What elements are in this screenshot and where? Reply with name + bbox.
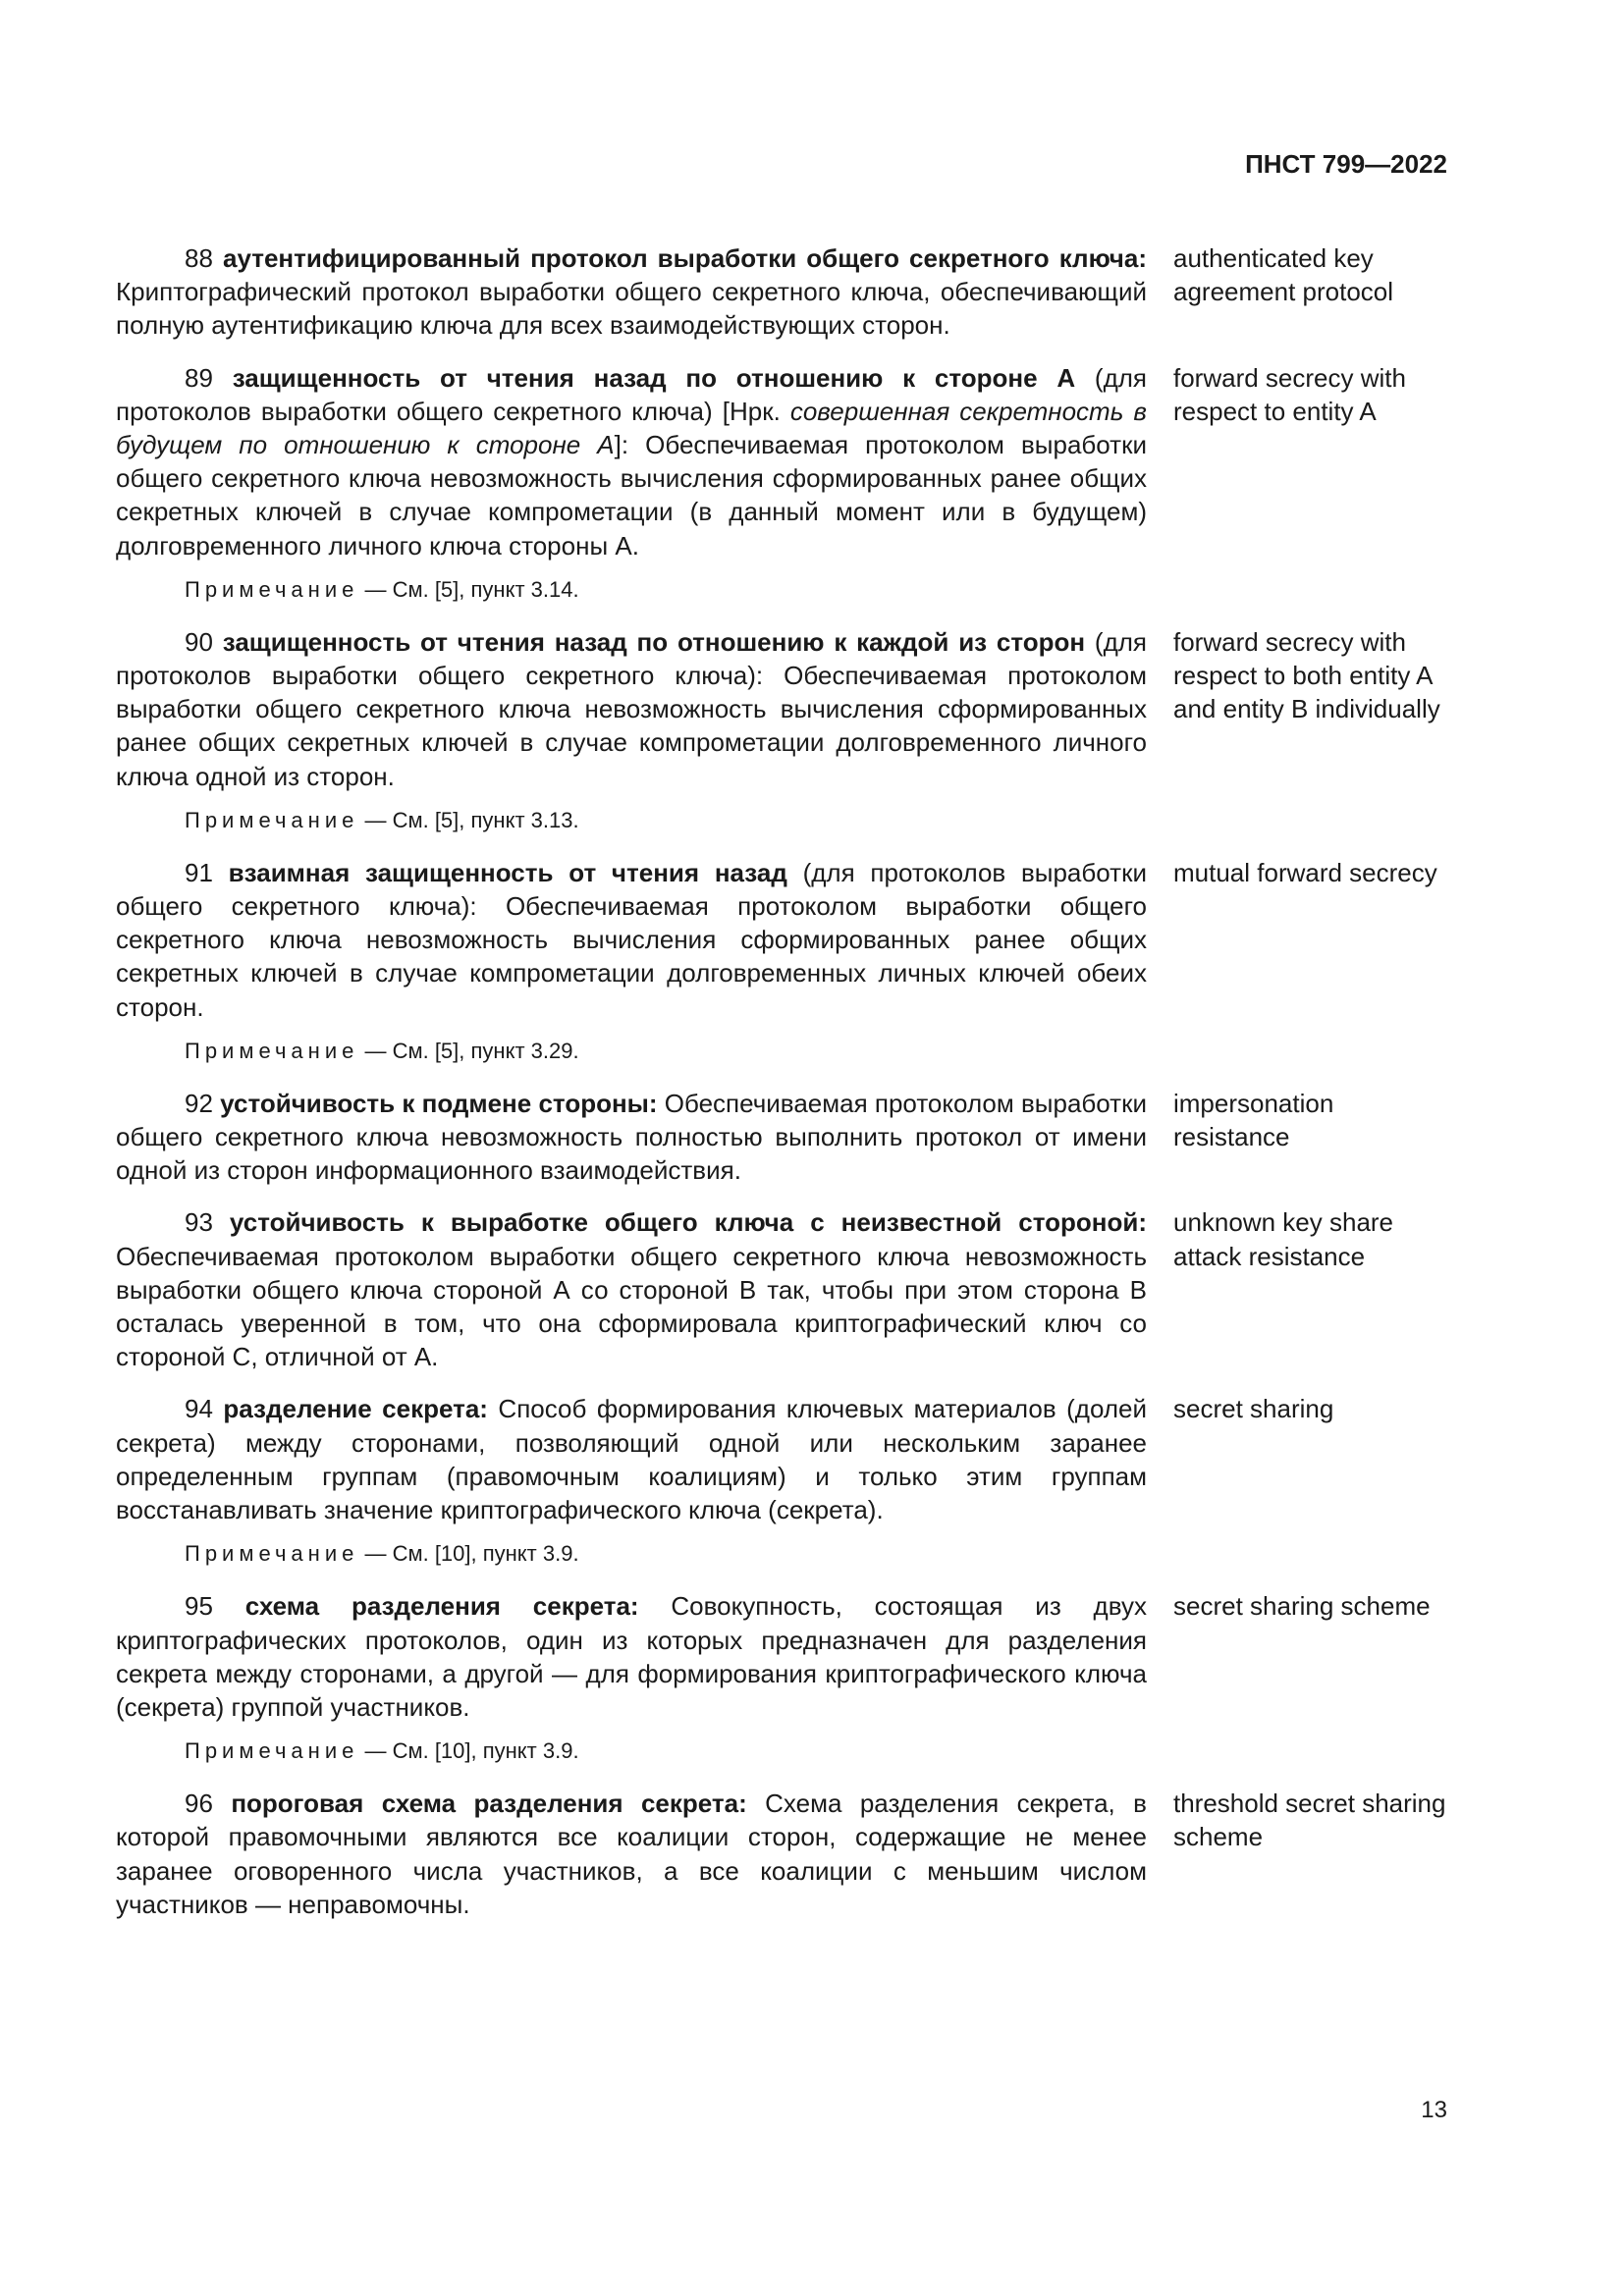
term-title: пороговая схема разделения секрета: <box>231 1789 747 1819</box>
term-english: mutual forward secrecy <box>1173 857 1437 887</box>
note-text: — См. [5], пункт 3.14. <box>364 576 579 602</box>
term-english: unknown key share attack resistance <box>1173 1207 1394 1271</box>
term-body: Криптографический протокол выработки общего секретного ключа, обеспечивающий полную аутентификацию ключа для всех взаимодействующих сторон. <box>116 277 1147 341</box>
term-english: impersonation resistance <box>1173 1088 1334 1152</box>
term-entry <box>116 1589 1446 1724</box>
term-definition <box>116 1205 1147 1373</box>
term-body: Схема разделения секрета, в которой правомочными являются все коалиции сторон, содержащие не менее заранее оговоренного числа участников, а все коалиции с меньшим числом участников — неправомочны. <box>116 1789 1147 1919</box>
term-entry <box>116 625 1446 793</box>
term-entry <box>116 241 1446 343</box>
term-note <box>116 806 1446 835</box>
term-definition <box>116 241 1147 343</box>
term-number: 88 <box>185 243 213 273</box>
term-definition <box>116 1087 1147 1188</box>
term-entry <box>116 856 1446 1024</box>
term-qualifier: (для протоколов выработки общего секретного ключа): <box>116 626 1147 691</box>
term-title: защищенность от чтения назад по отношению к каждой из сторон <box>222 626 1086 657</box>
note-label: Примечание <box>185 576 359 602</box>
note-text: — См. [5], пункт 3.13. <box>364 807 579 832</box>
term-english: threshold secret sharing scheme <box>1173 1789 1446 1852</box>
term-english: secret sharing scheme <box>1173 1591 1431 1622</box>
term-number: 91 <box>185 857 213 887</box>
term-english: forward secrecy with respect to both entity A and entity B individually <box>1173 626 1440 724</box>
term-title: взаимная защищенность от чтения назад <box>228 857 787 887</box>
term-alt-suffix: ]: <box>614 430 629 460</box>
note-label: Примечание <box>185 1541 359 1567</box>
term-english: forward secrecy with respect to entity A <box>1173 362 1406 426</box>
term-title: аутентифицированный протокол выработки общего секретного ключа: <box>223 243 1148 273</box>
term-alt-term: совершенная секретность в будущем по отношению к стороне А <box>116 396 1148 460</box>
term-english: authenticated key agreement protocol <box>1173 243 1394 307</box>
term-number: 95 <box>185 1591 213 1622</box>
term-definition <box>116 1787 1147 1921</box>
term-definition <box>116 625 1147 793</box>
term-body: Обеспечиваемая протоколом выработки общего секретного ключа невозможность вычисления сформированных ранее общих секретных ключей в случае компрометации долговременных личных ключей обеих сторон. <box>116 891 1147 1022</box>
term-number: 93 <box>185 1207 213 1238</box>
term-title: устойчивость к подмене стороны: <box>220 1088 658 1118</box>
term-definition <box>116 856 1147 1024</box>
page-number: 13 <box>1421 2097 1447 2123</box>
term-body: Способ формирования ключевых материалов (долей секрета) между сторонами, позволяющий одной или нескольким заранее определенным группам (правомочным коалициям) и только этим группам восстанавливать значение криптографического ключа (секрета). <box>116 1394 1147 1525</box>
term-qualifier: (для протоколов выработки общего секретного ключа) <box>116 362 1147 426</box>
term-number: 96 <box>185 1789 213 1819</box>
term-qualifier: (для протоколов выработки общего секретного ключа): <box>116 857 1147 922</box>
term-body: Обеспечиваемая протоколом выработки общего секретного ключа невозможность выработки общего ключа стороной А со стороной В так, чтобы при этом сторона В осталась уверенной в том, что она сформировала криптографический ключ со стороной С, отличной от А. <box>116 1241 1147 1372</box>
note-label: Примечание <box>185 1738 359 1764</box>
term-title: защищенность от чтения назад по отношению к стороне А <box>232 362 1076 393</box>
terms-list <box>116 241 1446 1940</box>
term-note <box>116 1539 1446 1569</box>
document-number: ПНСТ 799—2022 <box>1245 149 1447 179</box>
term-note <box>116 1736 1446 1766</box>
term-title: схема разделения секрета: <box>244 1591 639 1622</box>
note-label: Примечание <box>185 807 359 832</box>
note-label: Примечание <box>185 1038 359 1063</box>
note-text: — См. [5], пункт 3.29. <box>364 1038 579 1063</box>
term-definition <box>116 1392 1147 1526</box>
term-number: 94 <box>185 1394 213 1424</box>
note-text: — См. [10], пункт 3.9. <box>364 1541 579 1567</box>
term-entry <box>116 1087 1446 1188</box>
term-english: secret sharing <box>1173 1394 1334 1424</box>
term-entry <box>116 1787 1446 1921</box>
term-definition <box>116 1589 1147 1724</box>
term-body: Совокупность, состоящая из двух криптографических протоколов, один из которых предназначен для разделения секрета между сторонами, а другой — для формирования криптографического ключа (секрета) группой участников. <box>116 1591 1147 1722</box>
term-body: Обеспечиваемая протоколом выработки общего секретного ключа невозможность вычисления сформированных ранее общих секретных ключей в случае компрометации (в данный момент или в будущем) долговременного личного ключа стороны А. <box>116 430 1147 561</box>
term-title: устойчивость к выработке общего ключа с неизвестной стороной: <box>229 1207 1147 1238</box>
note-text: — См. [10], пункт 3.9. <box>364 1738 579 1764</box>
term-number: 92 <box>185 1088 213 1118</box>
term-note <box>116 1037 1446 1066</box>
term-entry <box>116 361 1446 562</box>
term-number: 90 <box>185 626 213 657</box>
term-number: 89 <box>185 362 213 393</box>
term-alt-prefix: [Нрк. <box>712 396 790 426</box>
term-title: разделение секрета: <box>223 1394 488 1424</box>
term-entry <box>116 1205 1446 1373</box>
term-note <box>116 575 1446 605</box>
term-body: Обеспечиваемая протоколом выработки общего секретного ключа невозможность полностью выполнить протокол от имени одной из сторон информационного взаимодействия. <box>116 1088 1147 1186</box>
term-entry <box>116 1392 1446 1526</box>
term-body: Обеспечиваемая протоколом выработки общего секретного ключа невозможность вычисления сформированных ранее общих секретных ключей в случае компрометации долговременного личного ключа одной из сторон. <box>116 661 1148 791</box>
term-definition <box>116 361 1147 562</box>
